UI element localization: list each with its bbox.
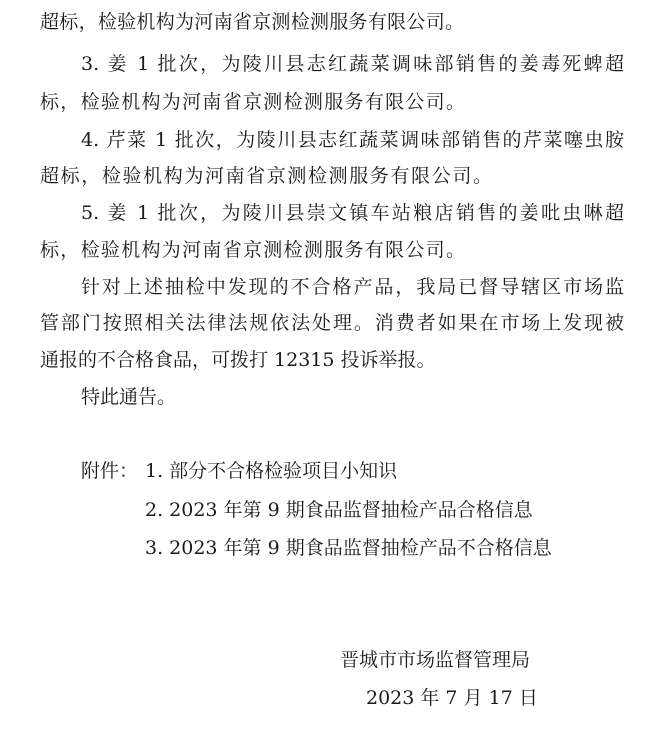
body-line: 标，检验机构为河南省京测检测服务有限公司。 xyxy=(40,239,465,261)
closing-notice: 特此通告。 xyxy=(81,386,177,408)
attachment-item: 3. 2023 年第 9 期食品监督抽检产品不合格信息 xyxy=(145,537,552,559)
body-line: 5. 姜 1 批次，为陵川县崇文镇车站粮店销售的姜吡虫啉超 xyxy=(81,202,624,224)
attachments-label: 附件： xyxy=(81,460,139,482)
attachment-item: 2. 2023 年第 9 期食品监督抽检产品合格信息 xyxy=(145,499,533,521)
body-line: 4. 芹菜 1 批次，为陵川县志红蔬菜调味部销售的芹菜噻虫胺 xyxy=(81,129,624,151)
body-line: 超标，检验机构为河南省京测检测服务有限公司。 xyxy=(40,165,492,187)
issue-date: 2023 年 7 月 17 日 xyxy=(366,687,538,709)
body-line: 管部门按照相关法律法规依法处理。消费者如果在市场上发现被 xyxy=(40,312,624,334)
body-line: 超标，检验机构为河南省京测检测服务有限公司。 xyxy=(40,11,464,33)
body-line: 针对上述抽检中发现的不合格产品，我局已督导辖区市场监 xyxy=(81,276,624,298)
body-line: 标，检验机构为河南省京测检测服务有限公司。 xyxy=(40,91,465,113)
body-line: 通报的不合格食品，可拨打 12315 投诉举报。 xyxy=(40,349,436,371)
issuing-organization: 晋城市市场监督管理局 xyxy=(340,649,531,671)
body-line: 3. 姜 1 批次，为陵川县志红蔬菜调味部销售的姜毒死蜱超 xyxy=(81,53,624,75)
attachment-item: 1. 部分不合格检验项目小知识 xyxy=(145,460,398,482)
